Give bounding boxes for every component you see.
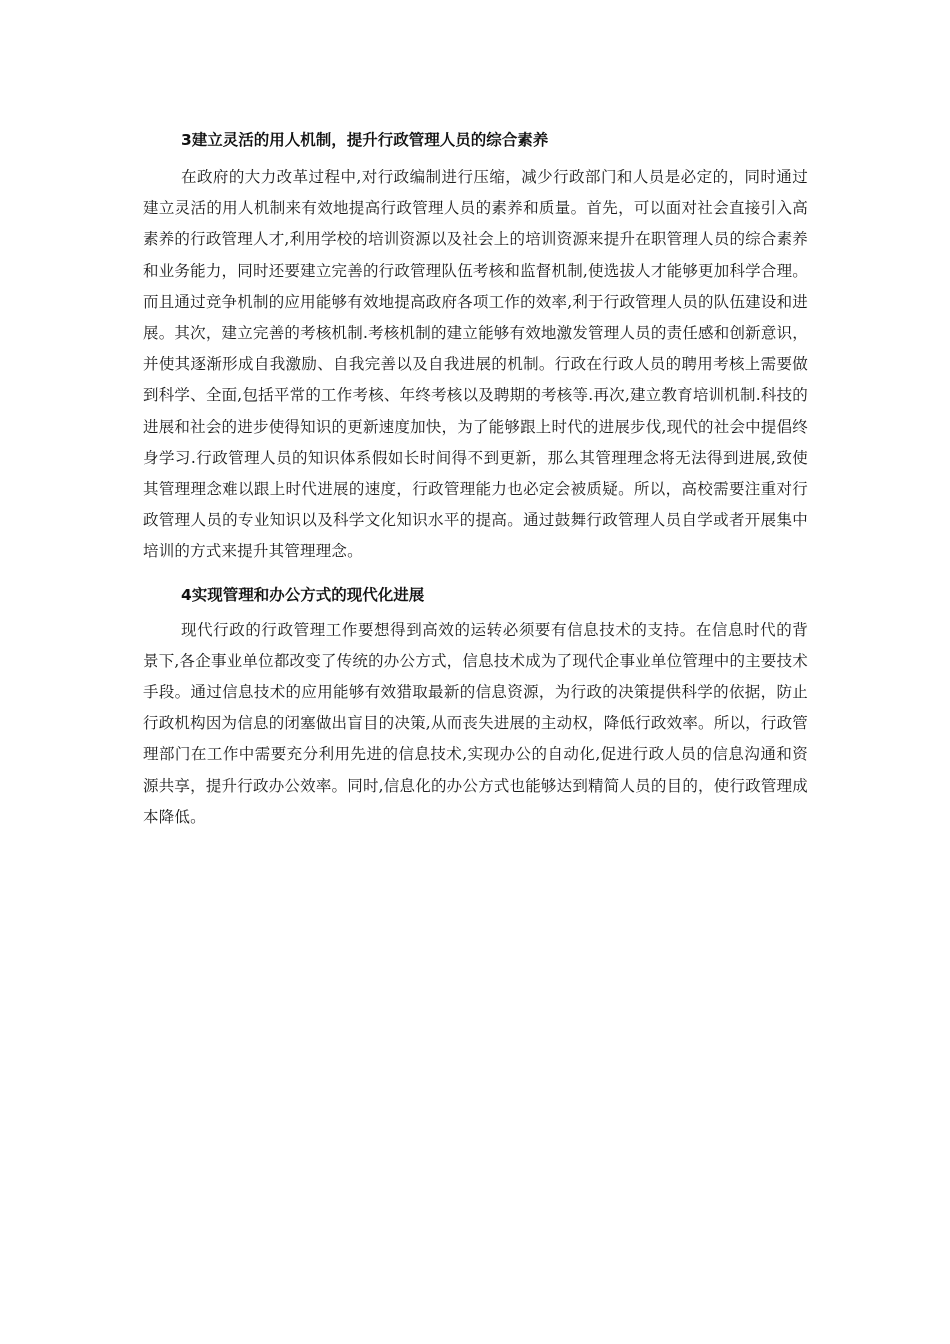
section-paragraph-4: 现代行政的行政管理工作要想得到高效的运转必须要有信息技术的支持。在信息时代的背景下,各企事业单位都改变了传统的办公方式，信息技术成为了现代企事业单位管理中的主要技术手段。通过信息技术的应用能够有效猎取最新的信息资源，为行政的决策提供科学的依据，防止行政机构因为信息的闭塞做出盲目的决策,从而丧失进展的主动权，降低行政效率。所以，行政管理部门在工作中需要充分利用先进的信息技术,实现办公的自动化,促进行政人员的信息沟通和资源共享，提升行政办公效率。同时,信息化的办公方式也能够达到精简人员的目的，使行政管理成本降低。	[143, 620, 808, 826]
section-heading-3: 3建立灵活的用人机制，提升行政管理人员的综合素养	[181, 131, 549, 149]
section-paragraph-3: 在政府的大力改革过程中,对行政编制进行压缩，减少行政部门和人员是必定的，同时通过建立灵活的用人机制来有效地提高行政管理人员的素养和质量。首先，可以面对社会直接引入高素养的行政管理人才,利用学校的培训资源以及社会上的培训资源来提升在职管理人员的综合素养和业务能力，同时还要建立完善的行政管理队伍考核和监督机制,使选拔人才能够更加科学合理。而且通过竞争机制的应用能够有效地提高政府各项工作的效率,利于行政管理人员的队伍建设和进展。其次，建立完善的考核机制.考核机制的建立能够有效地激发管理人员的责任感和创新意识，并使其逐渐形成自我激励、自我完善以及自我进展的机制。行政在行政人员的聘用考核上需要做到科学、全面,包括平常的工作考核、年终考核以及聘期的考核等.再次,建立教育培训机制.科技的进展和社会的进步使得知识的更新速度加快，为了能够跟上时代的进展步伐,现代的社会中提倡终身学习.行政管理人员的知识体系假如长时间得不到更新，那么其管理理念将无法得到进展,致使其管理理念难以跟上时代进展的速度，行政管理能力也必定会被质疑。所以，高校需要注重对行政管理人员的专业知识以及科学文化知识水平的提高。通过鼓舞行政管理人员自学或者开展集中培训的方式来提升其管理理念。	[143, 168, 808, 561]
document-body	[143, 126, 808, 833]
section-heading-4: 4实现管理和办公方式的现代化进展	[181, 585, 425, 604]
